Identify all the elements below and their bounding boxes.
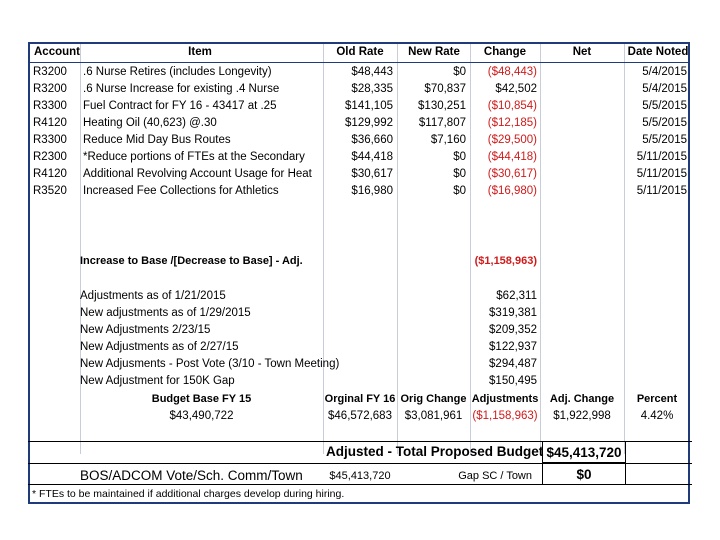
adjustment-value: $319,381 — [489, 307, 537, 319]
row-account: R3300 — [33, 134, 67, 146]
summary-budget-fy15-header: Budget Base FY 15 — [151, 393, 252, 405]
row-account: R4120 — [33, 117, 67, 129]
adjustment-value: $150,495 — [489, 375, 537, 387]
row-change: ($29,500) — [487, 134, 537, 146]
col-date-header: Date Noted — [627, 46, 689, 58]
row-date: 5/5/2015 — [642, 117, 687, 129]
summary-orginal-fy16-header: Orginal FY 16 — [324, 393, 396, 405]
row-account: R3300 — [33, 100, 67, 112]
row-old-rate: $28,335 — [351, 83, 393, 95]
row-date: 5/4/2015 — [642, 83, 687, 95]
row-account: R2300 — [33, 151, 67, 163]
row-new-rate: $0 — [453, 151, 466, 163]
row-old-rate: $16,980 — [351, 185, 393, 197]
row-change: ($30,617) — [487, 168, 537, 180]
adjustment-label: New Adjusments - Post Vote (3/10 - Town Meeting) — [80, 358, 340, 370]
increase-base-label: Increase to Base /[Decrease to Base] - Adj. — [80, 255, 303, 267]
adjustment-label: New Adjustments 2/23/15 — [80, 324, 211, 336]
row-date: 5/5/2015 — [642, 100, 687, 112]
row-item: Increased Fee Collections for Athletics — [83, 185, 279, 197]
footnote: * FTEs to be maintained if additional charges develop during hiring. — [32, 488, 345, 500]
gap-box — [542, 463, 626, 485]
row-old-rate: $141,105 — [345, 100, 393, 112]
row-change: ($12,185) — [487, 117, 537, 129]
col-new-rate-header: New Rate — [408, 46, 460, 58]
row-date: 5/4/2015 — [642, 66, 687, 78]
header-row — [30, 44, 688, 63]
row-item: Additional Revolving Account Usage for Heat — [83, 168, 312, 180]
summary-adjustments-value: ($1,158,963) — [472, 410, 538, 422]
row-date: 5/11/2015 — [636, 168, 687, 180]
gap-value: $0 — [576, 467, 592, 482]
row-account: R3520 — [33, 185, 67, 197]
row-change: ($44,418) — [487, 151, 537, 163]
row-date: 5/5/2015 — [642, 134, 687, 146]
row-change: $42,502 — [495, 83, 537, 95]
row-new-rate: $0 — [453, 185, 466, 197]
summary-adj-change-value: $1,922,998 — [553, 410, 611, 422]
row-new-rate: $70,837 — [424, 83, 466, 95]
vote-label: BOS/ADCOM Vote/Sch. Comm/Town — [80, 468, 303, 483]
row-item: .6 Nurse Increase for existing .4 Nurse — [83, 83, 280, 95]
col-old-rate-header: Old Rate — [336, 46, 384, 58]
vote-value: $45,413,720 — [329, 470, 391, 482]
summary-budget-fy15-value: $43,490,722 — [169, 410, 234, 422]
row-change: ($16,980) — [487, 185, 537, 197]
col-change-header: Change — [483, 46, 527, 58]
summary-orig-change-header: Orig Change — [400, 393, 467, 405]
row-account: R4120 — [33, 168, 67, 180]
row-account: R3200 — [33, 83, 67, 95]
row-item: *Reduce portions of FTEs at the Secondary — [83, 151, 305, 163]
adjusted-total-value: $45,413,720 — [546, 445, 622, 460]
row-old-rate: $129,992 — [345, 117, 393, 129]
budget-sheet — [28, 42, 690, 504]
summary-orig-change-value: $3,081,961 — [404, 410, 463, 422]
summary-adjustments-header: Adjustments — [471, 393, 539, 405]
row-new-rate: $0 — [453, 168, 466, 180]
adjustment-value: $209,352 — [489, 324, 537, 336]
gap-label: Gap SC / Town — [458, 470, 532, 482]
row-old-rate: $30,617 — [351, 168, 393, 180]
col-item-header: Item — [188, 46, 212, 58]
row-item: Reduce Mid Day Bus Routes — [83, 134, 231, 146]
row-date: 5/11/2015 — [636, 151, 687, 163]
adjustment-label: New Adjustment for 150K Gap — [80, 375, 235, 387]
row-old-rate: $36,660 — [351, 134, 393, 146]
row-old-rate: $48,443 — [351, 66, 393, 78]
summary-percent-value: 4.42% — [640, 410, 674, 422]
summary-percent-header: Percent — [636, 393, 678, 405]
col-account-header: Account — [34, 46, 80, 58]
increase-base-value: ($1,158,963) — [474, 255, 537, 267]
adjusted-total-label: Adjusted - Total Proposed Budget — [326, 444, 544, 459]
adjustment-value: $294,487 — [489, 358, 537, 370]
row-change: ($48,443) — [487, 66, 537, 78]
adjustment-value: $62,311 — [496, 290, 537, 302]
row-account: R3200 — [33, 66, 67, 78]
row-date: 5/11/2015 — [636, 185, 687, 197]
col-net-header: Net — [572, 46, 592, 58]
adjustment-label: New adjustments as of 1/29/2015 — [80, 307, 251, 319]
row-item: .6 Nurse Retires (includes Longevity) — [83, 66, 272, 78]
row-change: ($10,854) — [487, 100, 537, 112]
row-item: Heating Oil (40,623) @.30 — [83, 117, 217, 129]
summary-adj-change-header: Adj. Change — [549, 393, 615, 405]
row-new-rate: $7,160 — [430, 134, 466, 146]
adjustment-value: $122,937 — [489, 341, 537, 353]
adjustment-label: Adjustments as of 1/21/2015 — [80, 290, 226, 302]
row-old-rate: $44,418 — [351, 151, 393, 163]
row-new-rate: $0 — [453, 66, 466, 78]
row-new-rate: $130,251 — [418, 100, 466, 112]
row-item: Fuel Contract for FY 16 - 43417 at .25 — [83, 100, 277, 112]
adjusted-total-box — [542, 441, 626, 463]
adjustment-label: New Adjustments as of 2/27/15 — [80, 341, 239, 353]
row-new-rate: $117,807 — [418, 117, 466, 129]
summary-orginal-fy16-value: $46,572,683 — [328, 410, 392, 422]
